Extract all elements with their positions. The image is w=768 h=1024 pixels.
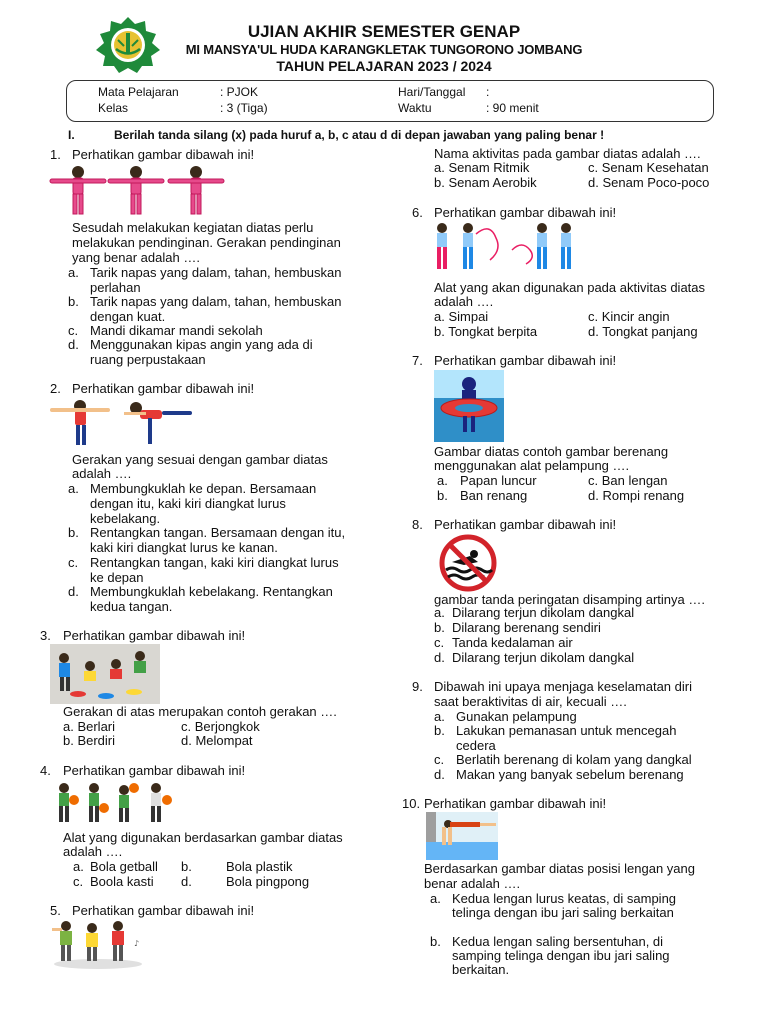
section-number: I. (68, 128, 75, 142)
time-value: : 90 menit (486, 101, 539, 115)
q1-text-3: yang benar adalah …. (72, 250, 200, 265)
q6-text-1: Alat yang akan digunakan pada aktivitas diatas (434, 280, 706, 295)
q3-image (50, 644, 160, 704)
q1-image (48, 164, 238, 218)
q6-number: 6. (412, 205, 423, 220)
q10-option-a-text-1[interactable]: Kedua lengan lurus keatas, di samping (452, 891, 677, 906)
q4-text-2: adalah …. (63, 844, 123, 859)
q6-option-b[interactable]: b. Tongkat berpita (434, 324, 538, 339)
q1-option-d-text-1[interactable]: Menggunakan kipas angin yang ada di (90, 337, 313, 352)
q2-option-c-letter[interactable]: c. (68, 555, 79, 570)
q4-option-d-text[interactable]: Bola pingpong (226, 874, 310, 889)
q9-option-a-text[interactable]: Gunakan pelampung (456, 709, 577, 724)
q8-text: gambar tanda peringatan disamping artinya …. (434, 592, 705, 607)
school-year: TAHUN PELAJARAN 2023 / 2024 (276, 58, 492, 74)
q3-option-c[interactable]: c. Berjongkok (181, 719, 260, 734)
q10-option-a-letter[interactable]: a. (430, 891, 441, 906)
q8-prompt: Perhatikan gambar dibawah ini! (434, 517, 617, 532)
q6-option-d[interactable]: d. Tongkat panjang (588, 324, 698, 339)
q8-option-a-text[interactable]: Dilarang terjun dikolam dangkal (452, 605, 635, 620)
q1-option-b-text-2[interactable]: dengan kuat. (90, 309, 166, 324)
q8-option-c-text[interactable]: Tanda kedalaman air (452, 635, 573, 650)
q2-option-a-text-1[interactable]: Membungkuklah ke depan. Bersamaan (90, 481, 317, 496)
q2-option-b-letter[interactable]: b. (68, 525, 79, 540)
q4-option-c-text[interactable]: Boola kasti (90, 874, 154, 889)
q4-prompt: Perhatikan gambar dibawah ini! (63, 763, 246, 778)
q5-option-b[interactable]: b. Senam Aerobik (434, 175, 537, 190)
q5-image (50, 918, 146, 970)
q9-option-c-letter[interactable]: c. (434, 752, 445, 767)
q9-option-a-letter[interactable]: a. (434, 709, 445, 724)
date-value: : (486, 85, 490, 99)
q5-option-a[interactable]: a. Senam Ritmik (434, 160, 530, 175)
q8-option-b-text[interactable]: Dilarang berenang sendiri (452, 620, 601, 635)
school-name: MI MANSYA'UL HUDA KARANGKLETAK TUNGORONO JOMBANG (185, 42, 583, 57)
q2-image (48, 396, 198, 448)
q9-option-b-letter[interactable]: b. (434, 723, 445, 738)
q2-option-c-text-2[interactable]: ke depan (90, 570, 144, 585)
q10-number: 10. (402, 796, 421, 811)
q6-text-2: adalah …. (434, 294, 494, 309)
q10-option-b-text-1[interactable]: Kedua lengan saling bersentuhan, di (452, 934, 664, 949)
time-label: Waktu (398, 101, 432, 115)
q9-option-c-text[interactable]: Berlatih berenang di kolam yang dangkal (456, 752, 692, 767)
q4-option-b-letter[interactable]: b. (181, 859, 192, 874)
q8-option-b-letter[interactable]: b. (434, 620, 445, 635)
q3-number: 3. (40, 628, 51, 643)
q8-option-c-letter[interactable]: c. (434, 635, 445, 650)
q2-option-d-letter[interactable]: d. (68, 584, 79, 599)
q5-option-d[interactable]: d. Senam Poco-poco (588, 175, 710, 190)
subject-label: Mata Pelajaran (98, 85, 179, 99)
q7-option-a-text[interactable]: Papan luncur (460, 473, 537, 488)
q3-option-d[interactable]: d. Melompat (181, 733, 253, 748)
q7-option-d[interactable]: d. Rompi renang (588, 488, 685, 503)
q4-option-d-letter[interactable]: d. (181, 874, 192, 889)
q7-text-2: menggunakan alat pelampung …. (434, 458, 630, 473)
q4-text-1: Alat yang digunakan berdasarkan gambar diatas (63, 830, 343, 845)
q8-option-d-letter[interactable]: d. (434, 650, 445, 665)
q7-option-a-letter[interactable]: a. (437, 473, 448, 488)
q1-option-a-text-1[interactable]: Tarik napas yang dalam, tahan, hembuskan (90, 265, 342, 280)
q8-option-d-text[interactable]: Dilarang terjun dikolam dangkal (452, 650, 635, 665)
q6-option-c[interactable]: c. Kincir angin (588, 309, 670, 324)
q3-text: Gerakan di atas merupakan contoh gerakan …. (63, 704, 337, 719)
q2-option-b-text-1[interactable]: Rentangkan tangan. Bersamaan dengan itu, (90, 525, 346, 540)
q9-option-d-text[interactable]: Makan yang banyak sebelum berenang (456, 767, 684, 782)
q4-option-b-text[interactable]: Bola plastik (226, 859, 293, 874)
q2-option-b-text-2[interactable]: kaki kiri diangkat lurus ke kanan. (90, 540, 278, 555)
q9-prompt-1: Dibawah ini upaya menjaga keselamatan diri (434, 679, 692, 694)
q2-text-2: adalah …. (72, 466, 132, 481)
q10-prompt: Perhatikan gambar dibawah ini! (424, 796, 607, 811)
exam-title: UJIAN AKHIR SEMESTER GENAP (247, 22, 521, 41)
q3-option-b[interactable]: b. Berdiri (63, 733, 116, 748)
q7-number: 7. (412, 353, 423, 368)
q6-image (430, 220, 580, 278)
no-swimming-sign-icon (434, 534, 502, 592)
q9-number: 9. (412, 679, 423, 694)
q9-option-d-letter[interactable]: d. (434, 767, 445, 782)
class-label: Kelas (98, 101, 129, 115)
svg-text:♪: ♪ (134, 939, 140, 948)
q10-text-2: benar adalah …. (424, 876, 521, 891)
date-label: Hari/Tanggal (398, 85, 466, 99)
q7-option-b-text[interactable]: Ban renang (460, 488, 528, 503)
q4-option-a-letter[interactable]: a. (73, 859, 84, 874)
q6-prompt: Perhatikan gambar dibawah ini! (434, 205, 617, 220)
q10-option-b-letter[interactable]: b. (430, 934, 441, 949)
q1-option-d-letter[interactable]: d. (68, 337, 79, 352)
q1-option-c-letter[interactable]: c. (68, 323, 79, 338)
q10-text-1: Berdasarkan gambar diatas posisi lengan yang (424, 861, 696, 876)
q4-option-a-text[interactable]: Bola getball (90, 859, 158, 874)
q10-option-b-text-3[interactable]: berkaitan. (452, 962, 510, 977)
q2-option-a-letter[interactable]: a. (68, 481, 79, 496)
q9-option-b-text-1[interactable]: Lakukan pemanasan untuk mencegah (456, 723, 677, 738)
q3-prompt: Perhatikan gambar dibawah ini! (63, 628, 246, 643)
q5-text: Nama aktivitas pada gambar diatas adalah …. (434, 146, 701, 161)
q2-option-d-text-2[interactable]: kedua tangan. (90, 599, 173, 614)
q1-option-d-text-2[interactable]: ruang perpustakaan (90, 352, 206, 367)
q1-option-c-text[interactable]: Mandi dikamar mandi sekolah (90, 323, 263, 338)
q1-prompt: Perhatikan gambar dibawah ini! (72, 147, 255, 162)
q2-option-d-text-1[interactable]: Membungkuklah kebelakang. Rentangkan (90, 584, 333, 599)
q4-image (50, 780, 180, 826)
q8-option-a-letter[interactable]: a. (434, 605, 445, 620)
q9-prompt-2: saat beraktivitas di air, kecuali …. (434, 694, 627, 709)
section-instruction: Berilah tanda silang (x) pada huruf a, b, c atau d di depan jawaban yang paling benar ! (114, 128, 605, 142)
subject-value: : PJOK (220, 85, 259, 99)
q7-text-1: Gambar diatas contoh gambar berenang (434, 444, 669, 459)
q2-number: 2. (50, 381, 61, 396)
q1-option-a-text-2[interactable]: perlahan (90, 280, 141, 295)
q5-option-c[interactable]: c. Senam Kesehatan (588, 160, 709, 175)
q4-number: 4. (40, 763, 51, 778)
q6-option-a[interactable]: a. Simpai (434, 309, 489, 324)
q5-prompt: Perhatikan gambar dibawah ini! (72, 903, 255, 918)
q10-image (426, 812, 498, 860)
q1-number: 1. (50, 147, 61, 162)
q1-text-2: melakukan pendinginan. Gerakan pendinginan (72, 235, 341, 250)
q1-option-b-text-1[interactable]: Tarik napas yang dalam, tahan, hembuskan (90, 294, 342, 309)
q1-text-1: Sesudah melakukan kegiatan diatas perlu (72, 220, 314, 235)
q10-option-a-text-2[interactable]: telinga dengan ibu jari saling berkaitan (452, 905, 674, 920)
q9-option-b-text-2[interactable]: cedera (456, 738, 496, 753)
q7-prompt: Perhatikan gambar dibawah ini! (434, 353, 617, 368)
q2-option-a-text-3[interactable]: kebelakang. (90, 511, 161, 526)
q8-number: 8. (412, 517, 423, 532)
q3-option-a[interactable]: a. Berlari (63, 719, 116, 734)
class-value: : 3 (Tiga) (220, 101, 268, 115)
q1-option-a-letter[interactable]: a. (68, 265, 79, 280)
q7-option-b-letter[interactable]: b. (437, 488, 448, 503)
q4-option-c-letter[interactable]: c. (73, 874, 84, 889)
q5-number: 5. (50, 903, 61, 918)
q7-image (434, 370, 504, 442)
q2-prompt: Perhatikan gambar dibawah ini! (72, 381, 255, 396)
q2-option-c-text-1[interactable]: Rentangkan tangan, kaki kiri diangkat lurus (90, 555, 339, 570)
q2-text-1: Gerakan yang sesuai dengan gambar diatas (72, 452, 328, 467)
q1-option-b-letter[interactable]: b. (68, 294, 79, 309)
q7-option-c[interactable]: c. Ban lengan (588, 473, 668, 488)
q2-option-a-text-2[interactable]: dengan itu, kaki kiri diangkat lurus (90, 496, 286, 511)
q10-option-b-text-2[interactable]: samping telinga dengan ibu jari saling (452, 948, 670, 963)
